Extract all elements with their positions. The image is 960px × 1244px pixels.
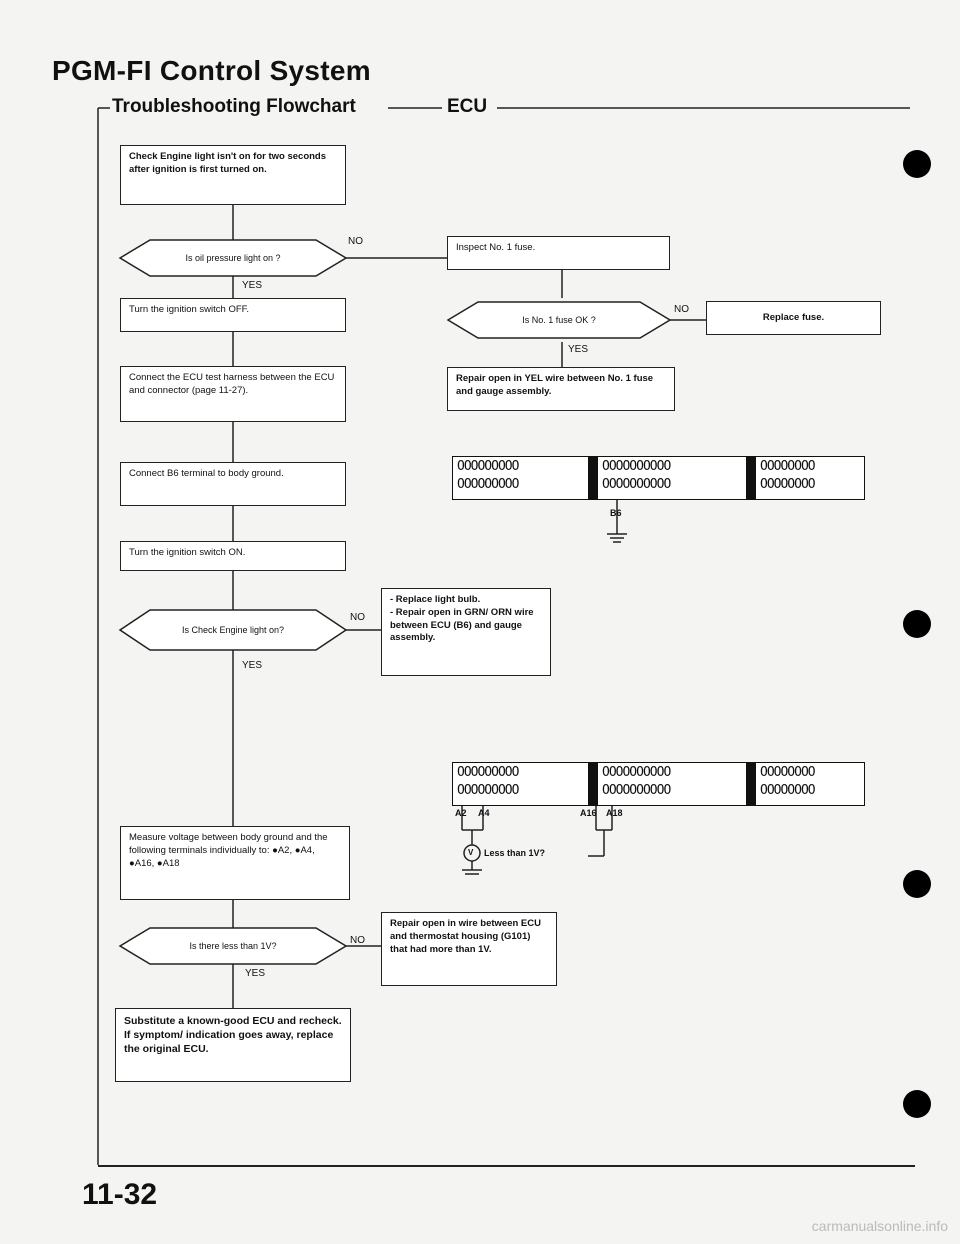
watermark: carmanualsonline.info <box>811 1218 948 1234</box>
no-label-fuse: NO <box>674 304 689 315</box>
no-label-engine: NO <box>350 612 365 623</box>
replace-fuse-box: Replace fuse. <box>706 301 881 335</box>
inspect-fuse-box: Inspect No. 1 fuse. <box>447 236 670 270</box>
yes-label-fuse: YES <box>568 344 589 355</box>
voltmeter-icon: V <box>468 848 474 857</box>
yes-label-engine: YES <box>242 660 263 671</box>
pin-a4-label: A4 <box>478 808 490 818</box>
turn-on-box: Turn the ignition switch ON. <box>120 541 346 571</box>
pin-a18-label: A18 <box>606 808 623 818</box>
connector-b-seg2: OOOOOOOOOO OOOOOOOOOO <box>597 456 747 500</box>
pin-a16-label: A16 <box>580 808 597 818</box>
pin-a2-label: A2 <box>455 808 467 818</box>
yes-label-oil: YES <box>242 280 263 291</box>
decision-engine-text: Is Check Engine light on? <box>181 625 285 635</box>
ecu-connector-b <box>452 456 865 500</box>
replace-bulb-box: - Replace light bulb. - Repair open in GRN/ ORN wire between ECU (B6) and gauge assembly. <box>381 588 551 676</box>
decision-less-1v <box>120 928 346 964</box>
no-label-less: NO <box>350 935 365 946</box>
page-title: PGM-FI Control System <box>52 55 371 86</box>
decision-oil <box>120 240 346 276</box>
repair-yel-box: Repair open in YEL wire between No. 1 fuse and gauge assembly. <box>447 367 675 411</box>
connect-harness-box: Connect the ECU test harness between the ECU and connector (page 11-27). <box>120 366 346 422</box>
decision-less-text: Is there less than 1V? <box>189 941 277 951</box>
margin-dot-2 <box>903 610 931 638</box>
margin-dot-3 <box>903 870 931 898</box>
no-label-oil: NO <box>348 236 363 247</box>
less-than-1v-label: Less than 1V? <box>484 848 546 858</box>
connector-b-seg1: OOOOOOOOO OOOOOOOOO <box>452 456 589 500</box>
pin-b6-label: B6 <box>610 508 622 518</box>
start-box: Check Engine light isn't on for two seconds after ignition is first turned on. <box>120 145 346 205</box>
decision-engine-light <box>120 610 346 650</box>
connector-a-seg1: OOOOOOOOO OOOOOOOOO <box>452 762 589 806</box>
repair-thermostat-box: Repair open in wire between ECU and thermostat housing (G101) that had more than 1V. <box>381 912 557 986</box>
connector-b-seg3: OOOOOOOO OOOOOOOO <box>755 456 865 500</box>
connector-a-seg2: OOOOOOOOOO OOOOOOOOOO <box>597 762 747 806</box>
ecu-connector-a <box>452 762 865 806</box>
decision-fuse-ok <box>448 302 670 338</box>
connect-b6-box: Connect B6 terminal to body ground. <box>120 462 346 506</box>
decision-oil-text: Is oil pressure light on ? <box>185 253 281 263</box>
substitute-box: Substitute a known-good ECU and recheck. If symptom/ indication goes away, replace the original ECU. <box>115 1008 351 1082</box>
turn-off-box: Turn the ignition switch OFF. <box>120 298 346 332</box>
margin-dot-1 <box>903 150 931 178</box>
decision-fuse-text: Is No. 1 fuse OK ? <box>522 315 596 325</box>
connector-a-seg3: OOOOOOOO OOOOOOOO <box>755 762 865 806</box>
yes-label-less: YES <box>245 968 266 979</box>
section-name: ECU <box>447 96 488 117</box>
margin-dot-4 <box>903 1090 931 1118</box>
measure-box: Measure voltage between body ground and the following terminals individually to: ●A2, ●A4, ●A16, ●A18 <box>120 826 350 900</box>
section-subtitle: Troubleshooting Flowchart <box>112 96 356 117</box>
page-number: 11-32 <box>82 1178 158 1211</box>
